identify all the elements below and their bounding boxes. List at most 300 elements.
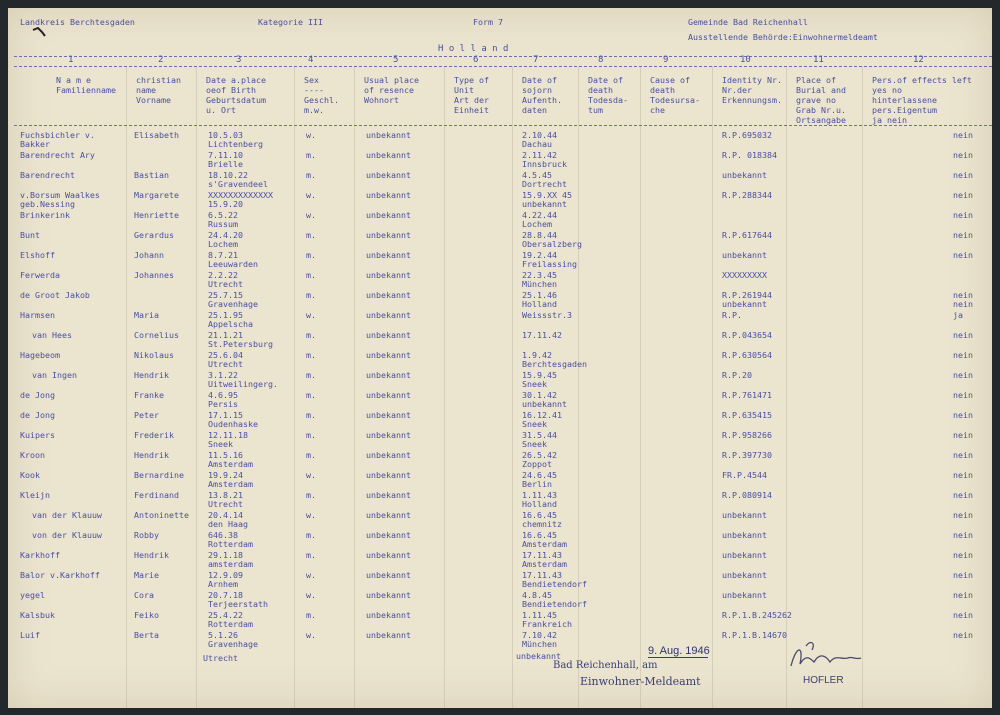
cell-sojourn-date: 4.8.45 <box>522 590 552 600</box>
cell-sojourn-date: 24.6.45 <box>522 470 557 480</box>
column-header-text: ja nein <box>872 115 907 125</box>
country-heading: H o l l a n d <box>438 44 509 54</box>
table-row <box>8 571 992 591</box>
cell-birth-date: XXXXXXXXXXXXX <box>208 190 273 200</box>
cell-birth-date: 21.1.21 <box>208 330 243 340</box>
cell-birth-place: Utrecht <box>208 279 243 289</box>
cell-surname: Kleijn <box>20 490 50 500</box>
cell-effects: nein <box>953 230 973 240</box>
cell-birth-date: 18.10.22 <box>208 170 248 180</box>
cell-surname: von der Klauuw <box>32 530 102 540</box>
cell-home: unbekannt <box>366 230 411 240</box>
cell-sojourn-place: Zoppot <box>522 459 552 469</box>
cell-sojourn-date: 19.2.44 <box>522 250 557 260</box>
cell-sex: m. <box>306 290 316 300</box>
cell-sojourn-date: 30.1.42 <box>522 390 557 400</box>
cell-identity-nr: R.P.617644 <box>722 230 772 240</box>
cell-birth-date: 20.7.18 <box>208 590 243 600</box>
cell-surname: Fuchsbichler v. <box>20 130 95 140</box>
cell-sojourn-date: 4.5.45 <box>522 170 552 180</box>
column-header-text: Ortsangabe <box>796 115 846 125</box>
cell-home: unbekannt <box>366 510 411 520</box>
column-header-text: Vorname <box>136 95 171 105</box>
table-row <box>8 431 992 451</box>
table-row <box>8 351 992 371</box>
cell-surname: Balor v.Karkhoff <box>20 570 100 580</box>
column-header-text: hinterlassene <box>872 95 937 105</box>
cell-surname: van der Klauuw <box>32 510 102 520</box>
signature <box>786 636 866 676</box>
cell-home: unbekannt <box>366 330 411 340</box>
column-header-text: Type of <box>454 75 489 85</box>
cell-birth-date: 6.5.22 <box>208 210 238 220</box>
cell-birth-place: Leeuwarden <box>208 259 258 269</box>
cell-sex: m. <box>306 170 316 180</box>
cell-birth-date: 29.1.18 <box>208 550 243 560</box>
cell-birth-date: 20.4.14 <box>208 510 243 520</box>
column-number: 12 <box>913 55 924 65</box>
column-number: 7 <box>533 55 539 65</box>
table-row <box>8 331 992 351</box>
cell-sex: w. <box>306 570 316 580</box>
cell-identity-nr: R.P.20 <box>722 370 752 380</box>
cell-sojourn-date: 16.6.45 <box>522 510 557 520</box>
landkreis-label: Landkreis Berchtesgaden <box>20 17 135 27</box>
cell-birth-date: 25.7.15 <box>208 290 243 300</box>
cell-sojourn-date: 4.22.44 <box>522 210 557 220</box>
cell-firstname: Frederik <box>134 430 174 440</box>
table-row <box>8 271 992 291</box>
cell-birth-place: Uitweilingerg. <box>208 379 278 389</box>
cell-effects: nein <box>953 470 973 480</box>
cell-effects: nein <box>953 210 973 220</box>
cell-firstname: Bernardine <box>134 470 184 480</box>
cell-identity-nr: unbekannt <box>722 590 767 600</box>
cell-effects: nein <box>953 130 973 140</box>
column-header-text: pers.Eigentum <box>872 105 937 115</box>
cell-firstname: Franke <box>134 390 164 400</box>
cell-surname: Kalsbuk <box>20 610 55 620</box>
cell-firstname: Bastian <box>134 170 169 180</box>
cell-identity-nr: R.P.288344 <box>722 190 772 200</box>
cell-birth-date: 5.1.26 <box>208 630 238 640</box>
column-header-text: u. Ort <box>206 105 236 115</box>
cell-firstname: Johannes <box>134 270 174 280</box>
cell-identity-nr: R.P.958266 <box>722 430 772 440</box>
column-number: 11 <box>813 55 824 65</box>
cell-sex: m. <box>306 150 316 160</box>
cell-identity-nr: XXXXXXXXX <box>722 270 767 280</box>
cell-firstname: Robby <box>134 530 159 540</box>
cell-identity-nr: R.P.761471 <box>722 390 772 400</box>
cell-surname: Ferwerda <box>20 270 60 280</box>
cell-sojourn-place: Bendietendorf <box>522 599 587 609</box>
column-header-text: Sex <box>304 75 319 85</box>
column-header-text: of resence <box>364 85 414 95</box>
cell-birth-place: Rotterdam <box>208 619 253 629</box>
table-row <box>8 291 992 311</box>
cell-firstname: Hendrik <box>134 450 169 460</box>
cell-identity-nr: R.P.080914 <box>722 490 772 500</box>
stamp-date: 9. Aug. 1946 <box>648 645 710 657</box>
cell-firstname: Gerardus <box>134 230 174 240</box>
cell-sex: w. <box>306 590 316 600</box>
cell-surname: Kuipers <box>20 430 55 440</box>
column-header-text: sojorn <box>522 85 552 95</box>
cell-home: unbekannt <box>366 170 411 180</box>
cell-home: unbekannt <box>366 210 411 220</box>
cell-sojourn-place: Holland <box>522 499 557 509</box>
cell-birth-date: 19.9.24 <box>208 470 243 480</box>
cell-sojourn-place: Berchtesgaden <box>522 359 587 369</box>
cell-sex: w. <box>306 630 316 640</box>
column-number: 1 <box>68 55 74 65</box>
column-header-text: death <box>588 85 613 95</box>
cell-identity-nr: R.P.261944 <box>722 290 772 300</box>
cell-effects: nein <box>953 570 973 580</box>
cell-identity-nr-2: unbekannt <box>722 299 767 309</box>
behoerde-label: Ausstellende Behörde:Einwohnermeldeamt <box>688 32 878 42</box>
cell-sojourn-place: München <box>522 279 557 289</box>
cell-firstname: Cornelius <box>134 330 179 340</box>
cell-birth-place: Terjeerstath <box>208 599 268 609</box>
column-header-text: daten <box>522 105 547 115</box>
cell-effects: nein <box>953 410 973 420</box>
cell-home: unbekannt <box>366 430 411 440</box>
cell-effects: nein <box>953 170 973 180</box>
cell-birth-place: Brielle <box>208 159 243 169</box>
cell-firstname: Margarete <box>134 190 179 200</box>
cell-firstname: Marie <box>134 570 159 580</box>
cell-sojourn-place: Frankreich <box>522 619 572 629</box>
cell-birth-date: 10.5.03 <box>208 130 243 140</box>
cell-birth-date: 25.4.22 <box>208 610 243 620</box>
cell-sex: m. <box>306 330 316 340</box>
cell-sojourn-date: 16.12.41 <box>522 410 562 420</box>
cell-sex: m. <box>306 390 316 400</box>
cell-birth-place: den Haag <box>208 519 248 529</box>
cell-effects: nein <box>953 350 973 360</box>
cell-firstname: Nikolaus <box>134 350 174 360</box>
cell-surname-2: Bakker <box>20 139 50 149</box>
column-header-text: Todesda- <box>588 95 628 105</box>
column-number: 10 <box>740 55 751 65</box>
cell-surname: de Jong <box>20 390 55 400</box>
cell-identity-nr: unbekannt <box>722 550 767 560</box>
column-header-text: Burial and <box>796 85 846 95</box>
cell-birth-date: 17.1.15 <box>208 410 243 420</box>
cell-sex: m. <box>306 530 316 540</box>
cell-birth-place: Amsterdam <box>208 479 253 489</box>
cell-birth-date: 13.8.21 <box>208 490 243 500</box>
cell-birth-place: Utrecht <box>208 499 243 509</box>
cell-home: unbekannt <box>366 370 411 380</box>
cell-birth-place: Appelscha <box>208 319 253 329</box>
cell-birth-place: Oudenhaske <box>208 419 258 429</box>
cell-sex: m. <box>306 450 316 460</box>
ink-mark-icon <box>32 26 46 38</box>
cell-surname: Harmsen <box>20 310 55 320</box>
cell-firstname: Johann <box>134 250 164 260</box>
cell-sojourn-place: Bendietendorf <box>522 579 587 589</box>
cell-sojourn-date: 15.9.XX 45 <box>522 190 572 200</box>
column-number: 8 <box>598 55 604 65</box>
cell-sojourn-place: unbekannt <box>522 199 567 209</box>
cell-sojourn-place: Sneek <box>522 439 547 449</box>
column-header-text: Date of <box>522 75 557 85</box>
cell-surname-2: geb.Nessing <box>20 199 75 209</box>
cell-sex: m. <box>306 350 316 360</box>
cell-identity-nr: unbekannt <box>722 570 767 580</box>
cell-surname: van Ingen <box>32 370 77 380</box>
table-row <box>8 531 992 551</box>
cell-effects: ja <box>953 310 963 320</box>
cell-birth-place: Gravenhage <box>208 639 258 649</box>
table-row <box>8 391 992 411</box>
document-sheet <box>8 8 992 708</box>
cell-surname: de Jong <box>20 410 55 420</box>
cell-effects: nein <box>953 550 973 560</box>
cell-sojourn-date: 22.3.45 <box>522 270 557 280</box>
stamp-office: Einwohner-Meldeamt <box>580 675 701 688</box>
table-row <box>8 311 992 331</box>
column-header-text: ---- <box>304 85 324 95</box>
column-header-text: tum <box>588 105 603 115</box>
table-row <box>8 471 992 491</box>
cell-effects: nein <box>953 590 973 600</box>
cell-sojourn-place: Berlin <box>522 479 552 489</box>
cell-surname: Elshoff <box>20 250 55 260</box>
kategorie-label: Kategorie III <box>258 17 323 27</box>
cell-firstname: Cora <box>134 590 154 600</box>
cell-surname: Barendrecht Ary <box>20 150 95 160</box>
column-header-text: Identity Nr. <box>722 75 782 85</box>
cell-sojourn-place: unbekannt <box>522 399 567 409</box>
cell-birth-place: Rotterdam <box>208 539 253 549</box>
column-number: 4 <box>308 55 314 65</box>
column-header-text: death <box>650 85 675 95</box>
cell-home: unbekannt <box>366 570 411 580</box>
cell-birth-place: Persis <box>208 399 238 409</box>
cell-effects: nein <box>953 530 973 540</box>
cell-sex: m. <box>306 250 316 260</box>
column-header-text: Geschl. <box>304 95 339 105</box>
cell-birth-date: 25.6.04 <box>208 350 243 360</box>
cell-birth-place: Sneek <box>208 439 233 449</box>
column-header-text: grave no <box>796 95 836 105</box>
cell-home: unbekannt <box>366 310 411 320</box>
header-dash-line <box>14 66 992 67</box>
cell-identity-nr: R.P.397730 <box>722 450 772 460</box>
cell-sex: m. <box>306 370 316 380</box>
cell-home: unbekannt <box>366 130 411 140</box>
column-header-text: Aufenth. <box>522 95 562 105</box>
cell-sojourn-place: Sneek <box>522 379 547 389</box>
cell-sex: m. <box>306 610 316 620</box>
cell-birth-date: 2.2.22 <box>208 270 238 280</box>
cell-home: unbekannt <box>366 150 411 160</box>
cell-surname: Hagebeom <box>20 350 60 360</box>
cell-birth-date: 12.9.09 <box>208 570 243 580</box>
column-number: 3 <box>236 55 242 65</box>
cell-sex: w. <box>306 510 316 520</box>
cell-birth-place: St.Petersburg <box>208 339 273 349</box>
cell-identity-nr: unbekannt <box>722 170 767 180</box>
cell-sex: m. <box>306 410 316 420</box>
column-header-text: Einheit <box>454 105 489 115</box>
cell-effects: nein <box>953 490 973 500</box>
cell-firstname: Henriette <box>134 210 179 220</box>
cell-sojourn-date: 31.5.44 <box>522 430 557 440</box>
cell-effects: nein <box>953 150 973 160</box>
cell-firstname: Ferdinand <box>134 490 179 500</box>
cell-effects: nein <box>953 370 973 380</box>
cell-sojourn-date: 16.6.45 <box>522 530 557 540</box>
cell-identity-nr: R.P.1.B.14670 <box>722 630 787 640</box>
cell-sojourn-date: 2.11.42 <box>522 150 557 160</box>
cell-sex: w. <box>306 130 316 140</box>
cell-sojourn-date: 1.11.45 <box>522 610 557 620</box>
column-header-text: che <box>650 105 665 115</box>
cell-firstname: Feiko <box>134 610 159 620</box>
cell-identity-nr: FR.P.4544 <box>722 470 767 480</box>
cell-birth-date: 8.7.21 <box>208 250 238 260</box>
cell-sex: w. <box>306 310 316 320</box>
cell-birth-date: 11.5.16 <box>208 450 243 460</box>
column-header-text: Date a.place <box>206 75 266 85</box>
cell-surname: Brinkerink <box>20 210 70 220</box>
cell-sojourn-date: 17.11.42 <box>522 330 562 340</box>
cell-sex: m. <box>306 270 316 280</box>
column-header-text: Usual place <box>364 75 419 85</box>
cell-sojourn-date: 15.9.45 <box>522 370 557 380</box>
table-row <box>8 591 992 611</box>
cell-sojourn-date: 25.1.46 <box>522 290 557 300</box>
column-header-text: Erkennungsm. <box>722 95 782 105</box>
cell-effects: nein <box>953 250 973 260</box>
cell-home: unbekannt <box>366 290 411 300</box>
cell-sojourn-date: 7.10.42 <box>522 630 557 640</box>
cell-effects: nein <box>953 610 973 620</box>
cell-identity-nr: R.P.695032 <box>722 130 772 140</box>
cell-home: unbekannt <box>366 190 411 200</box>
table-row <box>8 131 992 151</box>
cell-home: unbekannt <box>366 490 411 500</box>
stamp-underline <box>648 657 708 658</box>
cell-sojourn-date: Weissstr.3 <box>522 310 572 320</box>
cell-birth-date: 7.11.10 <box>208 150 243 160</box>
column-header-text: oeof Birth <box>206 85 256 95</box>
cell-birth-place: Utrecht <box>208 359 243 369</box>
cell-birth-place: 15.9.20 <box>208 199 243 209</box>
cell-home: unbekannt <box>366 550 411 560</box>
column-header-text: Grab Nr.u. <box>796 105 846 115</box>
cell-birth-place: s'Gravendeel <box>208 179 268 189</box>
cell-birth-date: 24.4.20 <box>208 230 243 240</box>
column-header-text: Pers.of effects left <box>872 75 972 85</box>
cell-effects: nein <box>953 290 973 300</box>
cell-sojourn-place: Innsbruck <box>522 159 567 169</box>
cell-surname: Kook <box>20 470 40 480</box>
column-number: 6 <box>473 55 479 65</box>
cell-home: unbekannt <box>366 450 411 460</box>
cell-identity-nr: R.P. <box>722 310 742 320</box>
cell-sex: w. <box>306 470 316 480</box>
column-header-text: N a m e <box>56 75 91 85</box>
cell-firstname: Maria <box>134 310 159 320</box>
cell-firstname: Berta <box>134 630 159 640</box>
cell-surname: v.Borsum Waalkes <box>20 190 100 200</box>
table-header-bottom-line <box>14 125 992 126</box>
cell-identity-nr: R.P.635415 <box>722 410 772 420</box>
cell-surname: Luif <box>20 630 40 640</box>
cell-home: unbekannt <box>366 270 411 280</box>
column-number: 5 <box>393 55 399 65</box>
column-header-text: Wohnort <box>364 95 399 105</box>
column-header-text: yes no <box>872 85 902 95</box>
cell-sojourn-date: 1.9.42 <box>522 350 552 360</box>
column-header-text: Cause of <box>650 75 690 85</box>
column-header-text: Nr.der <box>722 85 752 95</box>
cell-effects: nein <box>953 510 973 520</box>
cell-surname: Barendrecht <box>20 170 75 180</box>
cell-birth-place: Lichtenberg <box>208 139 263 149</box>
cell-home: unbekannt <box>366 530 411 540</box>
cell-sojourn-place: Sneek <box>522 419 547 429</box>
column-header-text: name <box>136 85 156 95</box>
cell-firstname: Elisabeth <box>134 130 179 140</box>
cell-birth-place: Lochem <box>208 239 238 249</box>
cell-birth-date: 25.1.95 <box>208 310 243 320</box>
cell-sojourn-place: Freilassing <box>522 259 577 269</box>
cell-sex: m. <box>306 230 316 240</box>
cell-home: unbekannt <box>366 250 411 260</box>
column-header-text: Art der <box>454 95 489 105</box>
table-row <box>8 491 992 511</box>
cell-surname: yegel <box>20 590 45 600</box>
cell-surname: van Hees <box>32 330 72 340</box>
cell-identity-nr: unbekannt <box>722 530 767 540</box>
table-row <box>8 371 992 391</box>
cell-birth-place: Arnhem <box>208 579 238 589</box>
cell-sojourn-place: Dachau <box>522 139 552 149</box>
cell-sex: m. <box>306 550 316 560</box>
cell-sojourn-place: chemnitz <box>522 519 562 529</box>
cell-sojourn-date: 26.5.42 <box>522 450 557 460</box>
column-number: 2 <box>158 55 164 65</box>
cell-home: unbekannt <box>366 470 411 480</box>
cell-home: unbekannt <box>366 630 411 640</box>
cell-identity-nr: R.P.630564 <box>722 350 772 360</box>
cell-birth-place: Russum <box>208 219 238 229</box>
cell-sojourn-date: 1.11.43 <box>522 490 557 500</box>
cell-home: unbekannt <box>366 390 411 400</box>
cell-sojourn-date: 2.10.44 <box>522 130 557 140</box>
cell-sojourn-date: 17.11.43 <box>522 570 562 580</box>
cell-effects: nein <box>953 190 973 200</box>
cell-sex: m. <box>306 430 316 440</box>
cell-sojourn-place: Dortrecht <box>522 179 567 189</box>
table-row <box>8 551 992 571</box>
cell-firstname: Hendrik <box>134 370 169 380</box>
table-row <box>8 231 992 251</box>
cell-effects: nein <box>953 430 973 440</box>
cell-sojourn-date: 17.11.43 <box>522 550 562 560</box>
cell-identity-nr: R.P.043654 <box>722 330 772 340</box>
cell-sex: w. <box>306 210 316 220</box>
cell-identity-nr: unbekannt <box>722 510 767 520</box>
cell-home: unbekannt <box>366 410 411 420</box>
